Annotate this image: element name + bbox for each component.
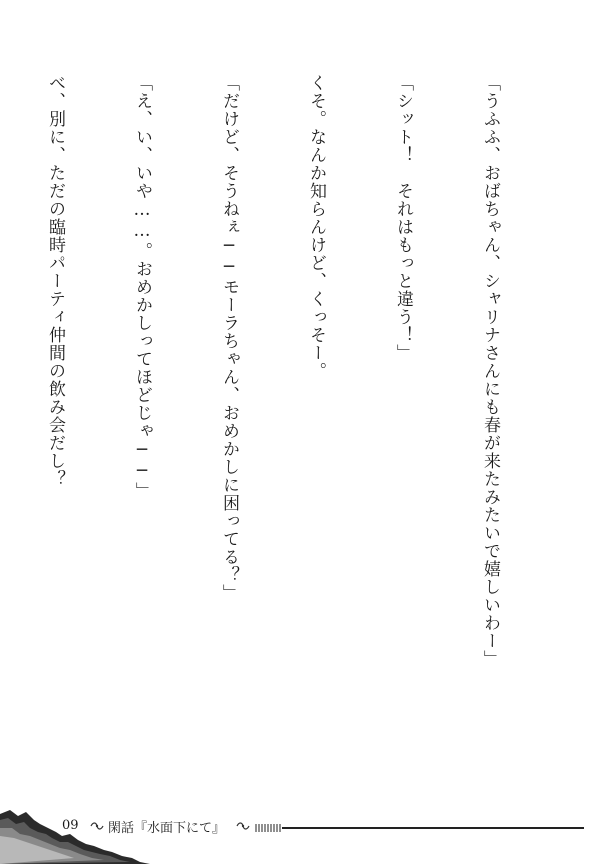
body-text	[0, 74, 562, 774]
footer-rule	[254, 824, 584, 832]
page-footer	[0, 806, 608, 864]
text-line: 「シット！ それはもっと違う！」	[393, 74, 413, 362]
text-line: くそ。なんか知らんけど、くっそー。	[306, 74, 326, 380]
text-line: 「だけど、そうねぇ──モーラちゃん、おめかしに困ってる？」	[219, 74, 239, 602]
ornament-icon	[236, 820, 250, 832]
ornament-icon	[90, 820, 104, 832]
text-line: 「うふふ、おばちゃん、シャリナさんにも春が来たみたいで嬉しいわー」	[480, 74, 500, 668]
chapter-title: 閑話『水面下にて』	[108, 821, 226, 836]
text-line: 「え、い、いや……。おめかしってほどじゃ──」	[132, 74, 152, 500]
text-line: べ、別に、ただの臨時パーティ仲間の飲み会だし？	[45, 74, 65, 488]
page-number: 09	[62, 818, 79, 833]
